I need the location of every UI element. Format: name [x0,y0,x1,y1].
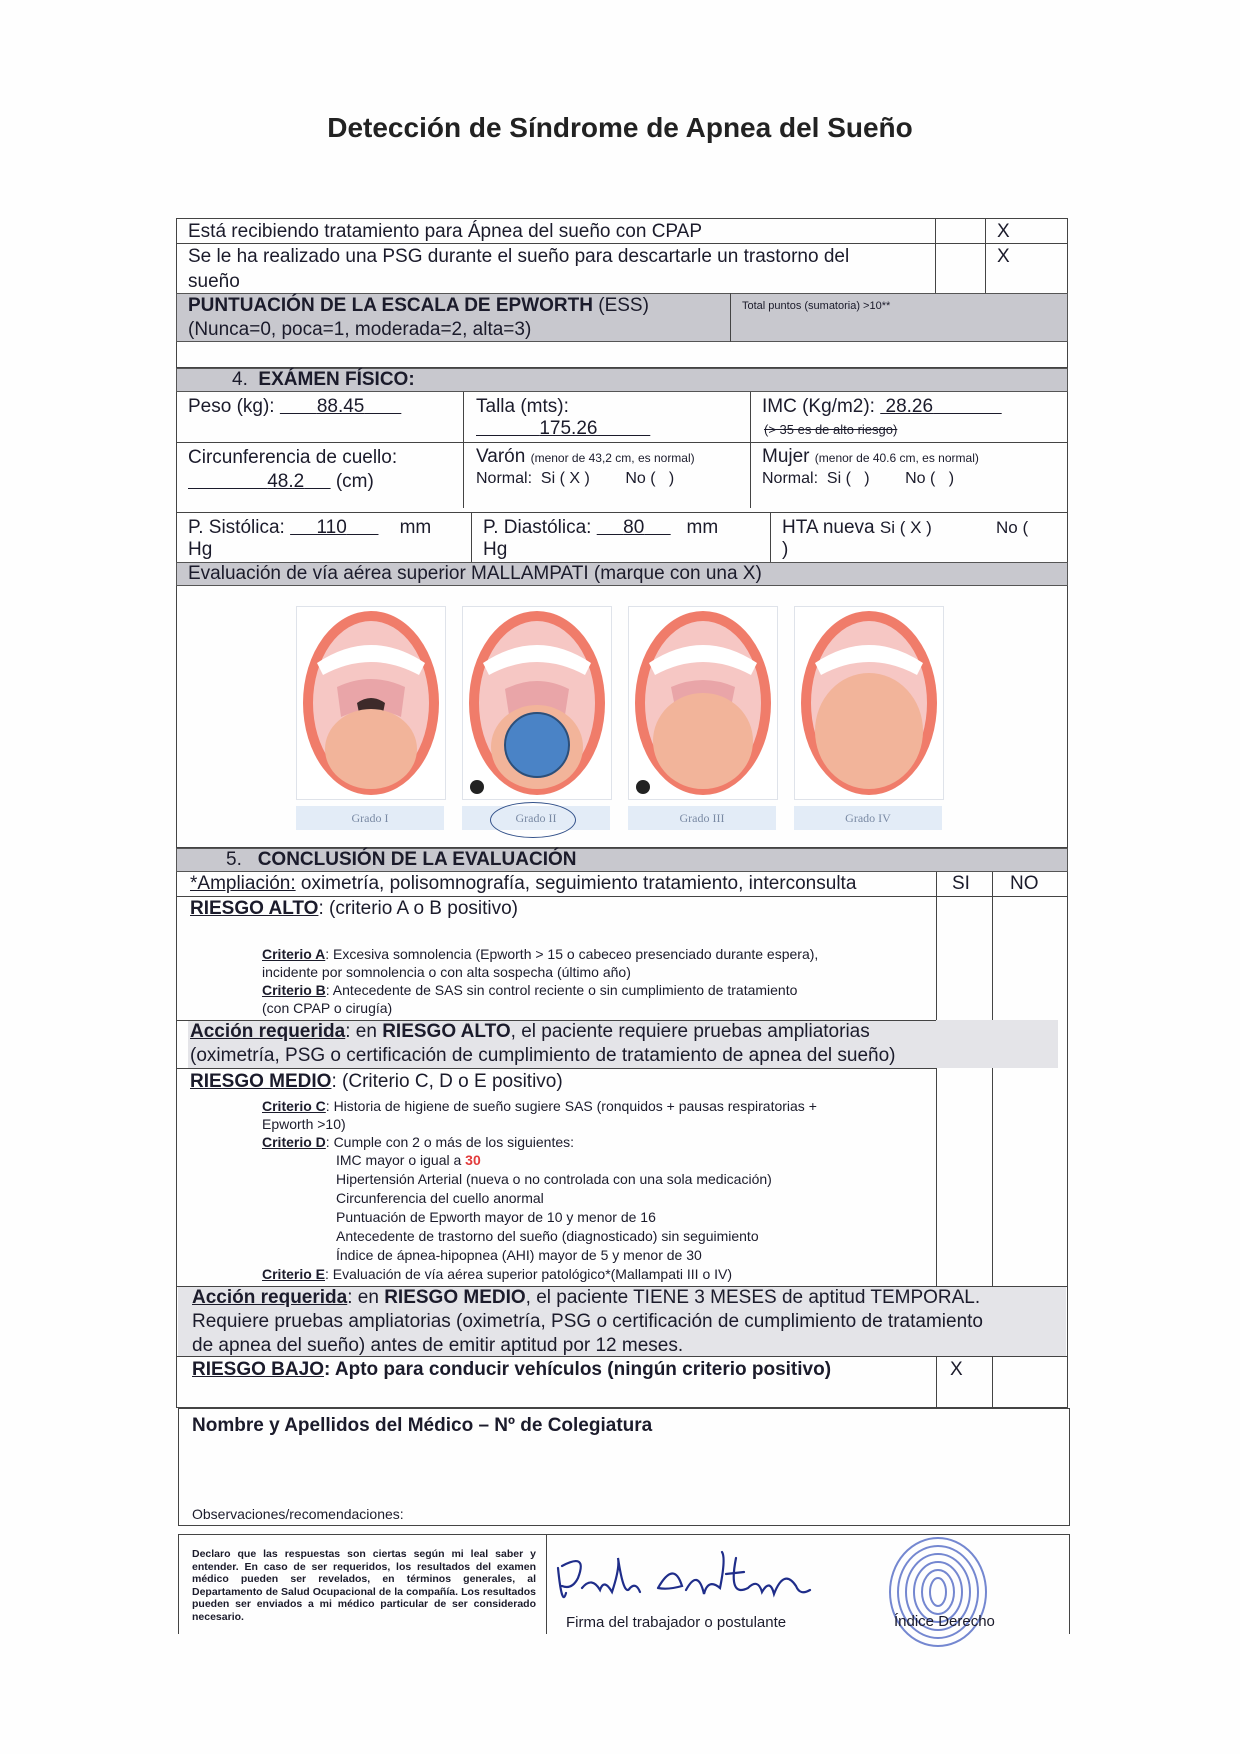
criterio-a-line2: incidente por somnolencia o con alta sospecha (último año) [262,964,631,980]
cpap-question: Está recibiendo tratamiento para Ápnea del sueño con CPAP [188,221,703,242]
accion-alto-line2: (oximetría, PSG o certificación de cumplimiento de tratamiento de apnea del sueño) [190,1045,896,1066]
criterio-d-label: Criterio D [262,1134,326,1150]
criterio-d [262,1134,574,1151]
cuello-value-text: 48.2 [267,471,305,492]
accion-alto-rest: , el paciente requiere pruebas ampliatorias [510,1021,870,1042]
imc-item-number: 30 [465,1152,481,1168]
ampliacion-label: *Ampliación: [190,873,296,894]
mouth-grade-4-icon [795,607,943,799]
mujer-note: (menor de 40.6 cm, es normal) [814,451,979,465]
riesgo-bajo-mark: X [950,1359,963,1380]
criterio-e-text: : Evaluación de vía aérea superior patológico*(Mallampati III o IV) [325,1266,733,1282]
epworth-title-bold: PUNTUACIÓN DE LA ESCALA DE EPWORTH [188,295,593,316]
psg-mark: X [997,246,1010,267]
sistolica-field [188,518,431,538]
exam-title: EXÁMEN FÍSICO: [258,369,415,390]
riesgo-bajo-text: : Apto para conducir vehículos (ningún criterio positivo) [323,1359,832,1380]
criterio-c-line2: Epworth >10) [262,1116,346,1132]
diastolica-value: 80 [623,517,645,538]
cuello-value [188,472,374,492]
peso-field [188,397,401,417]
riesgo-medio-label: RIESGO MEDIO [190,1071,332,1092]
criterio-d-imc [336,1152,481,1169]
grade-2-label: Grado II [462,806,610,830]
accion-alto-mid: : en [345,1021,383,1042]
riesgo-alto-row [190,899,518,919]
fingerprint-icon [878,1530,998,1650]
firma-label: Firma del trabajador o postulante [566,1614,787,1631]
riesgo-alto-text: : (criterio A o B positivo) [318,898,519,919]
accion-medio-line2: Requiere pruebas ampliatorias (oximetría, PSG o certificación de cumplimiento de tratamiento [192,1311,983,1332]
riesgo-medio-text: : (Criterio C, D o E positivo) [331,1071,563,1092]
conclusion-title: CONCLUSIÓN DE LA EVALUACIÓN [257,849,577,870]
imc-item-text: IMC mayor o igual a [336,1152,466,1168]
accion-medio-line1 [192,1288,980,1308]
mallampati-grade-4-image [794,606,944,800]
accion-medio-bold: RIESGO MEDIO [384,1287,526,1308]
riesgo-bajo-label: RIESGO BAJO [192,1359,324,1380]
declaration-text: Declaro que las respuestas son ciertas según mi leal saber y entender. En caso de ser requeridos, los resultados del examen médico pueden ser revelados, en términos generales, al Departamento de Salud Ocupacional de la compañía. Los resultados pueden ser enviados a mi médico particular de ser considerado necesario. [192,1548,536,1623]
mallampati-grade-3-image [628,606,778,800]
peso-value-text: 88.45 [316,396,365,417]
grade-1-label: Grado I [296,806,444,830]
mallampati-grade-1-image [296,606,446,800]
accion-medio-rest: , el paciente TIENE 3 MESES de aptitud TEMPORAL. [525,1287,981,1308]
diastolica-label: P. Diastólica: [483,517,592,538]
imc-note: (> 35 es de alto riesgo) [764,422,898,437]
cuello-label: Circunferencia de cuello: [188,447,398,468]
grade-4-label: Grado IV [794,806,942,830]
sistolica-label: P. Sistólica: [188,517,285,538]
accion-medio-line3: de apnea del sueño) antes de emitir aptitud por 12 meses. [192,1335,684,1356]
epworth-title-rest: (ESS) [592,295,649,316]
criterio-a [262,946,818,963]
exam-num: 4. [232,369,248,390]
accion-alto-line1 [190,1022,870,1042]
mallampati-grade-2-image [462,606,612,800]
imc-field [762,397,1002,417]
hta-label: HTA nueva [782,517,875,538]
varon-label-text: Varón [476,446,526,467]
mouth-grade-3-icon [629,607,777,799]
page-title: Detección de Síndrome de Apnea del Sueño [327,112,913,143]
riesgo-medio-row [190,1072,563,1092]
conclusion-heading [226,850,576,870]
psg-question-line1: Se le ha realizado una PSG durante el sueño para descartarle un trastorno del [188,246,850,267]
grade-2-selection-ellipse [490,802,576,838]
varon-normal: Normal: Si ( X ) No ( ) [476,470,675,487]
exam-heading [232,370,415,390]
mujer-normal: Normal: Si ( ) No ( ) [762,470,955,487]
ampliacion-text: oximetría, polisomnografía, seguimiento tratamiento, interconsulta [295,873,857,894]
grade-3-label: Grado III [628,806,776,830]
peso-label: Peso (kg): [188,396,275,417]
accion-alto-bold: RIESGO ALTO [382,1021,511,1042]
indice-label: Índice Derecho [894,1613,995,1630]
accion-medio-mid: : en [347,1287,385,1308]
criterio-a-label: Criterio A [262,946,326,962]
ampliacion-row [190,874,856,894]
criterio-d-item: Índice de ápnea-hipopnea (AHI) mayor de 5 y menor de 30 [336,1247,702,1263]
talla-value [476,419,650,439]
no-header: NO [1010,873,1039,894]
hta-field [782,518,932,538]
cpap-mark: X [997,221,1010,242]
peso-value [280,396,401,417]
talla-value-text: 175.26 [539,418,598,439]
mouth-grade-2-icon [463,607,611,799]
accion-medio-label: Acción requerida [192,1287,348,1308]
criterio-e [262,1266,732,1283]
talla-label: Talla (mts): [476,396,569,417]
hta-no: No ( [996,518,1029,537]
mark-circle [505,713,569,777]
diastolica-unit: mm [686,517,719,538]
hta-si: Si ( X ) [879,518,932,537]
psg-question-line2: sueño [188,271,240,292]
varon-label [476,447,695,468]
criterio-d-item: Hipertensión Arterial (nueva o no controlada con una sola medicación) [336,1171,772,1187]
criterio-c [262,1098,817,1115]
medico-label: Nombre y Apellidos del Médico – Nº de Colegiatura [192,1415,653,1436]
imc-label: IMC (Kg/m2): [762,396,875,417]
hta-close: ) [782,539,789,560]
conclusion-num: 5. [226,849,242,870]
signature-icon [548,1538,828,1618]
criterio-d-text: : Cumple con 2 o más de los siguientes: [325,1134,575,1150]
diastolica-hg: Hg [483,539,508,560]
criterio-b-line2: (con CPAP o cirugía) [262,1000,393,1016]
criterio-c-label: Criterio C [262,1098,326,1114]
epworth-total: Total puntos (sumatoria) >10** [742,300,891,312]
criterio-d-item: Puntuación de Epworth mayor de 10 y menor de 16 [336,1209,656,1225]
riesgo-alto-label: RIESGO ALTO [190,898,319,919]
accion-alto-label: Acción requerida [190,1021,346,1042]
mujer-label [762,447,979,468]
criterio-b-text: : Antecedente de SAS sin control reciente o sin cumplimiento de tratamiento [325,982,798,998]
mujer-label-text: Mujer [762,446,810,467]
criterio-b-label: Criterio B [262,982,326,998]
observaciones-label: Observaciones/recomendaciones: [192,1506,404,1522]
mouth-grade-1-icon [297,607,445,799]
sistolica-hg: Hg [188,539,213,560]
diastolica-field [483,518,718,538]
epworth-title [188,296,649,316]
sistolica-unit: mm [399,517,432,538]
criterio-c-text: : Historia de higiene de sueño sugiere SAS (ronquidos + pausas respiratorias + [325,1098,817,1114]
sistolica-value: 110 [316,517,347,538]
criterio-a-text: : Excesiva somnolencia (Epworth > 15 o cabeceo presenciado durante espera), [325,946,819,962]
varon-note: (menor de 43,2 cm, es normal) [530,451,695,465]
imc-value: 28.26 [885,396,934,417]
criterio-d-item: Antecedente de trastorno del sueño (diagnosticado) sin seguimiento [336,1228,759,1244]
criterio-e-label: Criterio E [262,1266,326,1282]
epworth-scale: (Nunca=0, poca=1, moderada=2, alta=3) [188,319,532,340]
cuello-unit: (cm) [335,471,374,492]
riesgo-bajo-row [192,1360,831,1380]
criterio-d-item: Circunferencia del cuello anormal [336,1190,544,1206]
mallampati-heading: Evaluación de vía aérea superior MALLAMPATI (marque con una X) [188,563,762,584]
si-header: SI [952,873,970,894]
criterio-b [262,982,797,999]
